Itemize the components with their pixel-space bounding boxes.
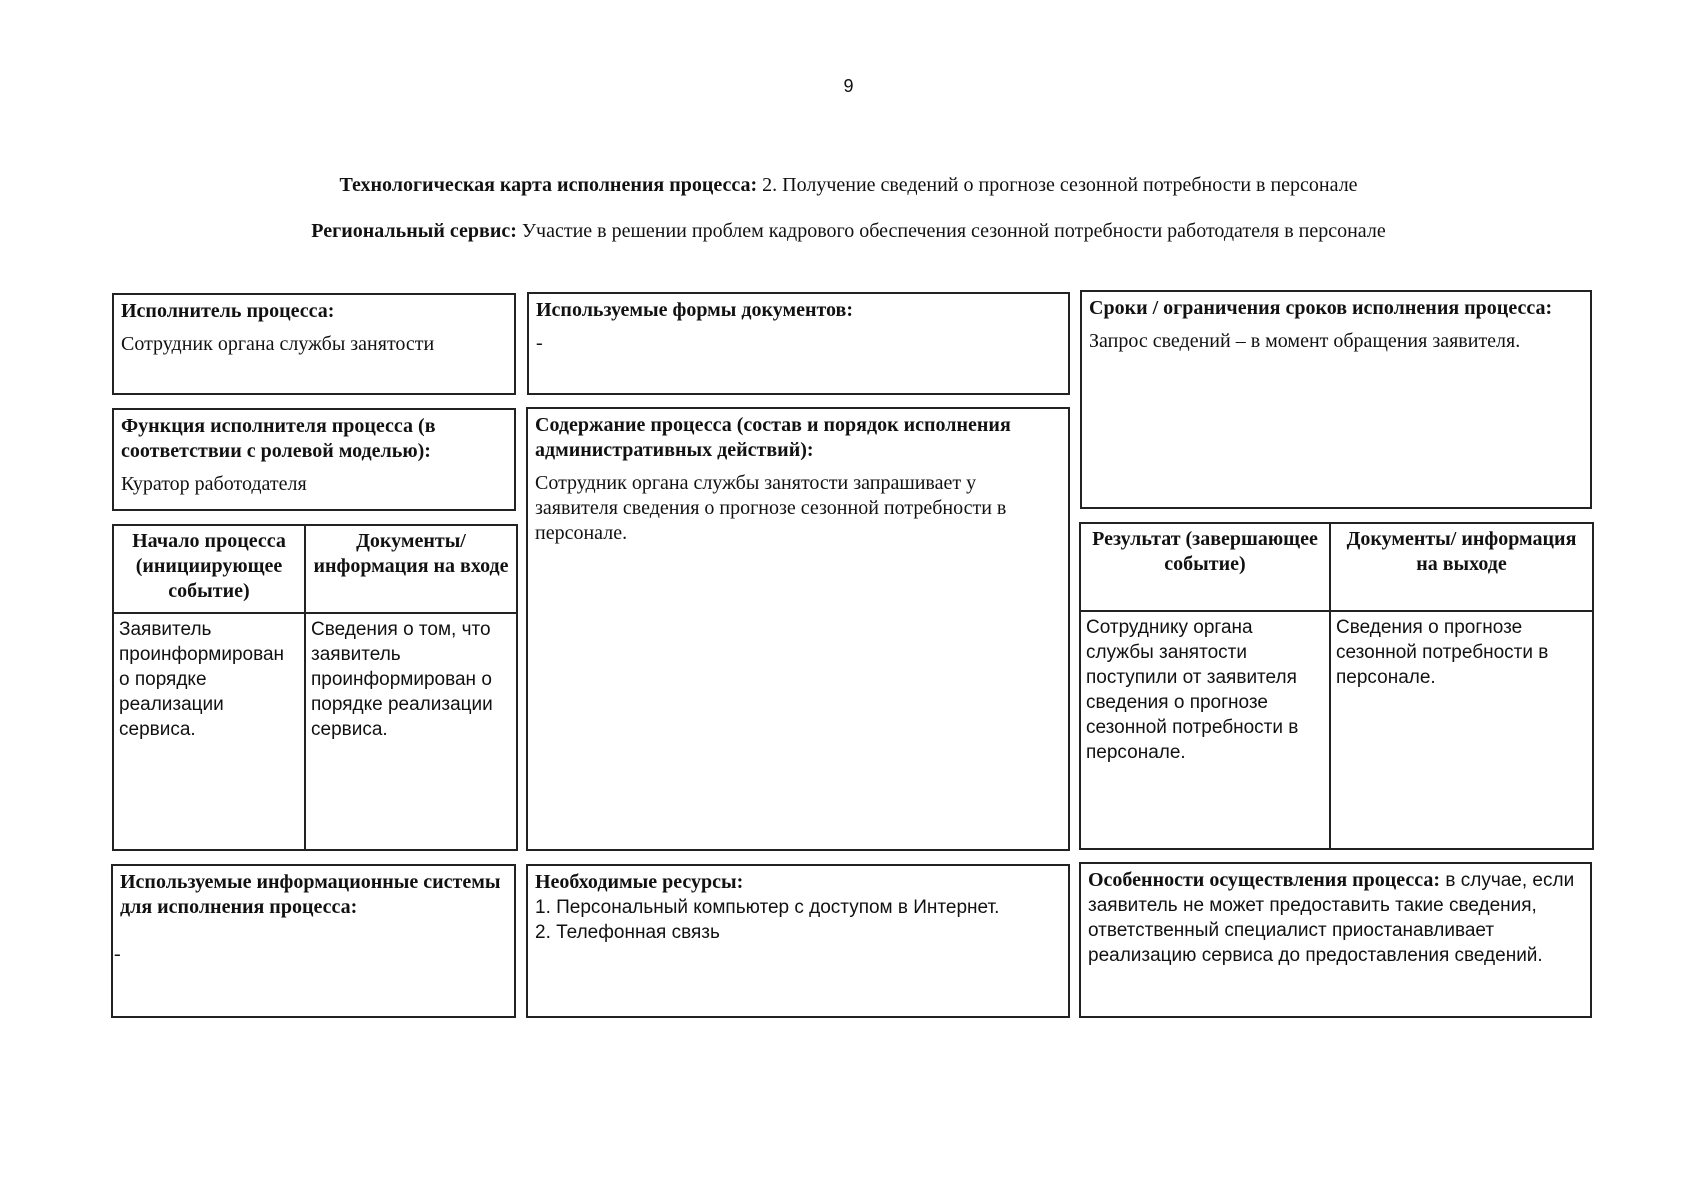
function-value: Куратор работодателя bbox=[121, 473, 307, 495]
features-box bbox=[1079, 862, 1592, 1018]
output-docs-cell: Сведения о прогнозе сезонной потребности в персонале. bbox=[1330, 611, 1593, 849]
executor-box bbox=[112, 293, 516, 395]
features-title: Особенности осуществления процесса: bbox=[1088, 869, 1441, 891]
executor-title: Исполнитель процесса: bbox=[121, 300, 335, 322]
content-box bbox=[526, 407, 1070, 851]
resources-item-2: 2. Телефонная связь bbox=[535, 922, 720, 943]
resources-item-1: 1. Персональный компьютер с доступом в Интернет. bbox=[535, 897, 1000, 918]
start-event-cell: Заявитель проинформирован о порядке реализации сервиса. bbox=[113, 613, 305, 850]
resources-title: Необходимые ресурсы: bbox=[535, 871, 744, 893]
forms-box bbox=[527, 292, 1070, 395]
forms-title: Используемые формы документов: bbox=[536, 299, 854, 321]
function-box bbox=[112, 408, 516, 511]
result-table bbox=[1079, 522, 1594, 850]
input-docs-header: Документы/ информация на входе bbox=[305, 525, 517, 613]
function-title: Функция исполнителя процесса (в соответствии с ролевой моделью): bbox=[121, 415, 436, 462]
info-systems-box bbox=[111, 864, 516, 1018]
output-docs-header: Документы/ информация на выходе bbox=[1330, 523, 1593, 611]
process-heading-value: 2. Получение сведений о прогнозе сезонной потребности в персонале bbox=[762, 174, 1358, 196]
content-value: Сотрудник органа службы занятости запрашивает у заявителя сведения о прогнозе сезонной потребности в персонале. bbox=[535, 472, 1007, 544]
input-docs-cell: Сведения о том, что заявитель проинформирован о порядке реализации сервиса. bbox=[305, 613, 517, 850]
forms-value: - bbox=[536, 332, 543, 354]
process-heading-label: Технологическая карта исполнения процесса: bbox=[339, 174, 758, 196]
start-event-header: Начало процесса (инициирующее событие) bbox=[113, 525, 305, 613]
service-heading-value: Участие в решении проблем кадрового обеспечения сезонной потребности работодателя в персонале bbox=[521, 220, 1386, 242]
deadlines-title: Сроки / ограничения сроков исполнения процесса: bbox=[1089, 297, 1553, 319]
info-systems-title: Используемые информационные системы для исполнения процесса: bbox=[120, 871, 501, 918]
info-systems-value: - bbox=[114, 943, 121, 965]
features-value: в случае, если заявитель не может предоставить такие сведения, ответственный специалист приостанавливает реализацию сервиса до предоставления сведений. bbox=[1088, 870, 1575, 966]
executor-value: Сотрудник органа службы занятости bbox=[121, 333, 435, 355]
process-heading bbox=[0, 174, 1697, 197]
deadlines-value: Запрос сведений – в момент обращения заявителя. bbox=[1089, 330, 1521, 352]
service-heading bbox=[0, 220, 1697, 243]
service-heading-label: Региональный сервис: bbox=[311, 220, 517, 242]
result-event-cell: Сотруднику органа службы занятости поступили от заявителя сведения о прогнозе сезонной потребности в персонале. bbox=[1080, 611, 1330, 849]
result-event-header: Результат (завершающее событие) bbox=[1080, 523, 1330, 611]
start-table bbox=[112, 524, 518, 851]
resources-box bbox=[526, 864, 1070, 1018]
page-number: 9 bbox=[843, 76, 854, 96]
content-title: Содержание процесса (состав и порядок исполнения административных действий): bbox=[535, 414, 1011, 461]
deadlines-box bbox=[1080, 290, 1592, 509]
